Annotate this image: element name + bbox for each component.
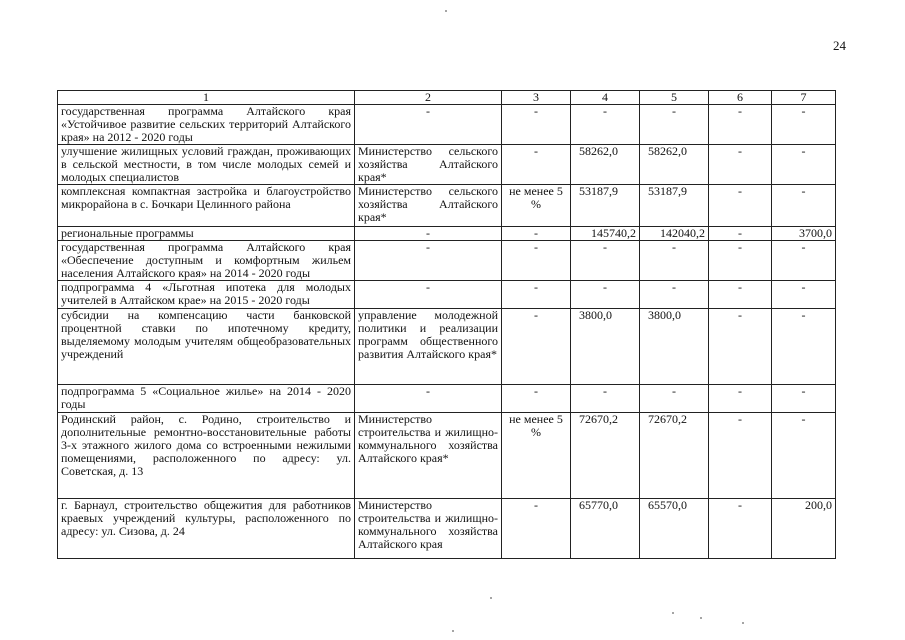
- table-cell: -: [709, 385, 772, 413]
- table-cell: -: [502, 227, 571, 241]
- table-row: [58, 309, 836, 385]
- table-row: [58, 227, 836, 241]
- table-cell: -: [355, 241, 502, 281]
- table-cell: -: [709, 241, 772, 281]
- table-cell: государственная программа Алтайского края «Обеспечение доступным и комфортным жильем населения Алтайского края» на 2014 - 2020 годы: [58, 241, 355, 281]
- table-cell: -: [772, 105, 836, 145]
- table-cell: -: [502, 385, 571, 413]
- table-cell: -: [772, 145, 836, 185]
- table-cell: улучшение жилищных условий граждан, проживающих в сельской местности, в том числе молодых семей и молодых специалистов: [58, 145, 355, 185]
- table-cell: Министерство строительства и жилищно-коммунального хозяйства Алтайского края: [355, 499, 502, 559]
- table-cell: государственная программа Алтайского края «Устойчивое развитие сельских территорий Алтайского края» на 2012 - 2020 годы: [58, 105, 355, 145]
- table-row: [58, 413, 836, 499]
- page-number: 24: [833, 38, 846, 53]
- table-cell: Министерство сельского хозяйства Алтайского края*: [355, 145, 502, 185]
- scan-speck: [700, 617, 702, 619]
- table-cell: 72670,2: [571, 413, 640, 499]
- table-cell: 142040,2: [640, 227, 709, 241]
- table-cell: 200,0: [772, 499, 836, 559]
- column-header: 3: [502, 91, 571, 105]
- table-cell: комплексная компактная застройка и благоустройство микрорайона в с. Бочкари Целинного района: [58, 185, 355, 227]
- table-cell: -: [355, 281, 502, 309]
- table-cell: -: [709, 227, 772, 241]
- table-cell: 72670,2: [640, 413, 709, 499]
- table-cell: -: [355, 385, 502, 413]
- table-cell: Министерство сельского хозяйства Алтайского края*: [355, 185, 502, 227]
- table-cell: -: [571, 241, 640, 281]
- column-header: 4: [571, 91, 640, 105]
- table-cell: -: [640, 385, 709, 413]
- table-cell: Родинский район, с. Родино, строительство и дополнительные ремонтно-восстановительные работы 3-х этажного жилого дома со встроенными нежилыми помещениями, расположенного по адресу: ул. Советская, д. 13: [58, 413, 355, 499]
- table-row: [58, 385, 836, 413]
- table-cell: 53187,9: [571, 185, 640, 227]
- table-cell: -: [709, 309, 772, 385]
- table-cell: -: [709, 185, 772, 227]
- table-row: [58, 105, 836, 145]
- table-cell: -: [709, 413, 772, 499]
- table-cell: -: [772, 309, 836, 385]
- table-cell: -: [640, 241, 709, 281]
- table-cell: управление молодежной политики и реализации программ общественного развития Алтайского края*: [355, 309, 502, 385]
- table-cell: 53187,9: [640, 185, 709, 227]
- scan-speck: [452, 630, 454, 632]
- scan-speck: [490, 597, 492, 599]
- table-cell: не менее 5 %: [502, 185, 571, 227]
- table-cell: -: [709, 499, 772, 559]
- table-cell: -: [355, 227, 502, 241]
- column-header: 7: [772, 91, 836, 105]
- table-cell: -: [502, 281, 571, 309]
- program-funding-table: [57, 90, 836, 559]
- table-cell: -: [571, 281, 640, 309]
- table-row: [58, 145, 836, 185]
- scan-speck: [445, 10, 447, 12]
- table-row: [58, 241, 836, 281]
- table-cell: 3800,0: [640, 309, 709, 385]
- table-cell: подпрограмма 4 «Льготная ипотека для молодых учителей в Алтайском крае» на 2015 - 2020 годы: [58, 281, 355, 309]
- table-row: [58, 281, 836, 309]
- table-cell: -: [571, 105, 640, 145]
- table-cell: -: [571, 385, 640, 413]
- table-cell: региональные программы: [58, 227, 355, 241]
- table-cell: Министерство строительства и жилищно-коммунального хозяйства Алтайского края*: [355, 413, 502, 499]
- table-cell: 65570,0: [640, 499, 709, 559]
- table-cell: 58262,0: [640, 145, 709, 185]
- table-cell: -: [355, 105, 502, 145]
- scan-speck: [672, 612, 674, 614]
- table-cell: -: [640, 105, 709, 145]
- table-cell: субсидии на компенсацию части банковской процентной ставки по ипотечному кредиту, выделяемому молодым учителям общеобразовательных учреждений: [58, 309, 355, 385]
- column-header: 2: [355, 91, 502, 105]
- table-row: [58, 499, 836, 559]
- table-cell: -: [772, 281, 836, 309]
- table-cell: 58262,0: [571, 145, 640, 185]
- table-cell: -: [502, 105, 571, 145]
- table-cell: -: [640, 281, 709, 309]
- column-header: 6: [709, 91, 772, 105]
- table-cell: 65770,0: [571, 499, 640, 559]
- table-cell: не менее 5 %: [502, 413, 571, 499]
- table-cell: -: [772, 185, 836, 227]
- table-cell: -: [772, 241, 836, 281]
- table-cell: подпрограмма 5 «Социальное жилье» на 2014 - 2020 годы: [58, 385, 355, 413]
- scan-speck: [742, 622, 744, 624]
- table-cell: -: [772, 385, 836, 413]
- table-cell: -: [709, 105, 772, 145]
- table-cell: -: [709, 145, 772, 185]
- column-header: 5: [640, 91, 709, 105]
- table-cell: 3700,0: [772, 227, 836, 241]
- table-cell: г. Барнаул, строительство общежития для работников краевых учреждений культуры, расположенного по адресу: ул. Сизова, д. 24: [58, 499, 355, 559]
- table-cell: -: [709, 281, 772, 309]
- table-row: [58, 185, 836, 227]
- column-header: 1: [58, 91, 355, 105]
- table-cell: -: [502, 145, 571, 185]
- table-header-row: [58, 91, 836, 105]
- table-cell: -: [502, 499, 571, 559]
- table-cell: -: [502, 241, 571, 281]
- table-cell: -: [772, 413, 836, 499]
- table-cell: -: [502, 309, 571, 385]
- table-cell: 3800,0: [571, 309, 640, 385]
- table-cell: 145740,2: [571, 227, 640, 241]
